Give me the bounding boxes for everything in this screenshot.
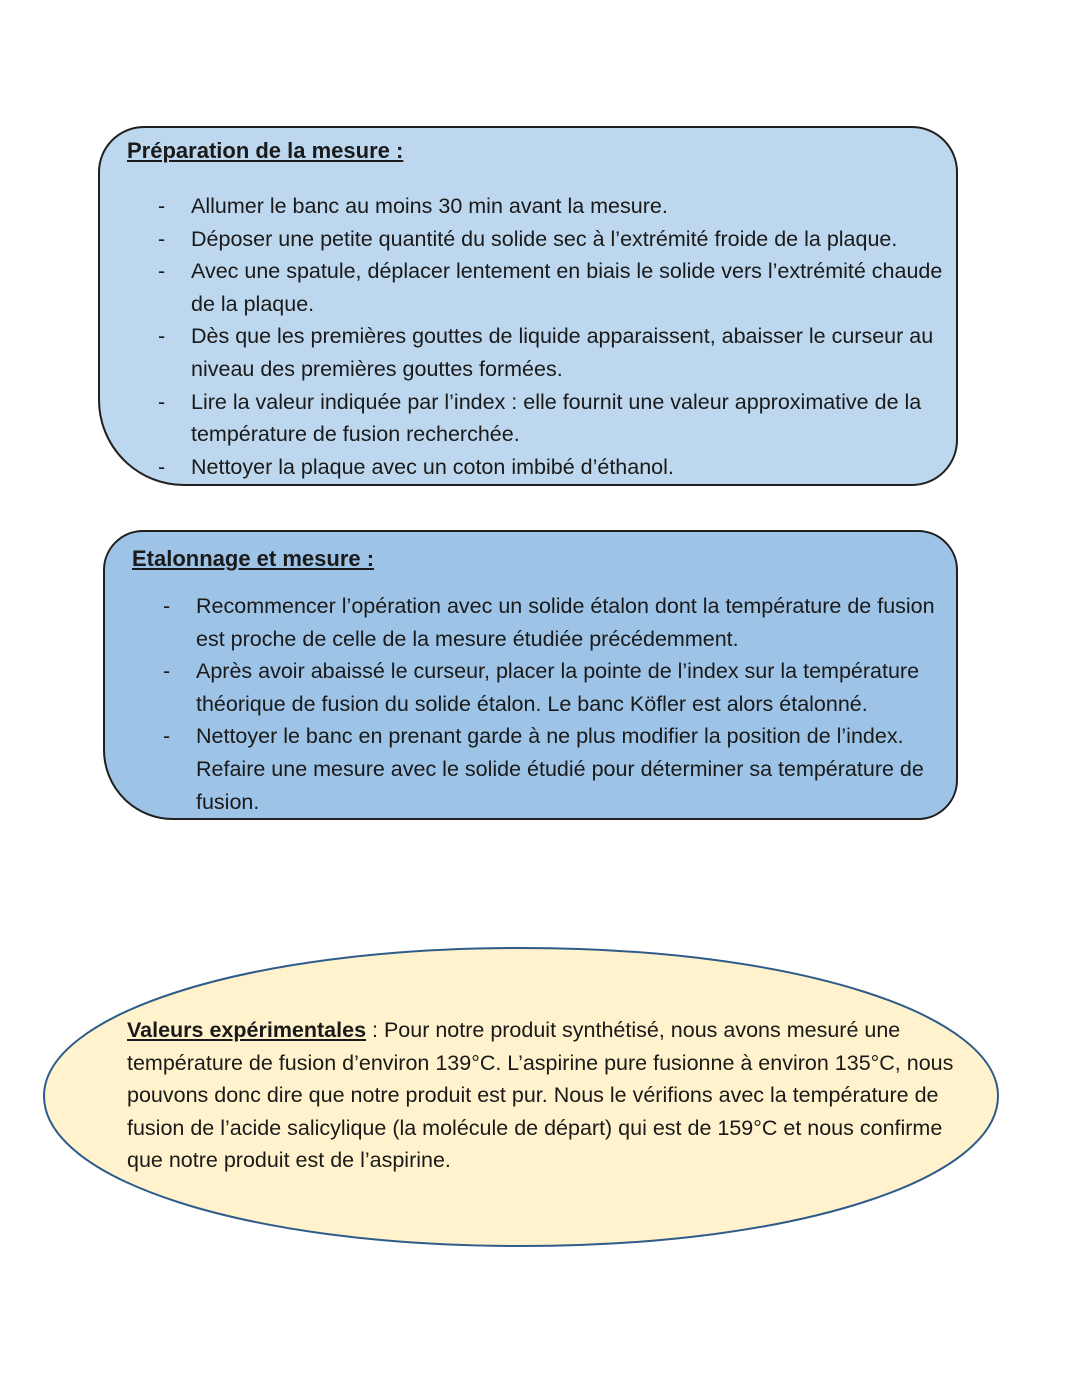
- list-item: [105, 590, 956, 655]
- etalonnage-title: Etalonnage et mesure :: [132, 546, 375, 571]
- step-text: Déposer une petite quantité du solide sec à l’extrémité froide de la plaque.: [191, 226, 898, 251]
- preparation-title: Préparation de la mesure :: [127, 138, 404, 163]
- results-paragraph: [127, 1014, 967, 1177]
- results-ellipse: [42, 946, 1000, 1248]
- list-item: [105, 655, 956, 720]
- bullet-dash: -: [158, 324, 166, 349]
- step-text: Avec une spatule, déplacer lentement en biais le solide vers l’extrémité chaude de la plaque.: [191, 259, 943, 316]
- results-label: Valeurs expérimentales: [127, 1018, 367, 1042]
- list-item: [100, 255, 956, 320]
- preparation-steps: [100, 190, 956, 483]
- etalonnage-steps: [105, 590, 956, 818]
- step-text: Recommencer l’opération avec un solide étalon dont la température de fusion est proche de celle de la mesure étudiée précédemment.: [196, 594, 935, 651]
- preparation-box: [98, 126, 958, 486]
- bullet-dash: -: [163, 724, 171, 749]
- list-item: [100, 320, 956, 385]
- bullet-dash: -: [163, 659, 171, 684]
- etalonnage-box: [103, 530, 958, 820]
- step-text: Dès que les premières gouttes de liquide apparaissent, abaisser le curseur au niveau des premières gouttes formées.: [191, 324, 934, 381]
- results-text: : Pour notre produit synthétisé, nous avons mesuré une température de fusion d’environ 139°C. L’aspirine pure fusionne à environ 135°C, nous pouvons donc dire que notre produit est pur. Nous le vérifions avec la température de fusion de l’acide salicylique (la molécule de départ) qui est de 159°C et nous confirme que notre produit est de l’aspirine.: [127, 1018, 954, 1173]
- step-text: Lire la valeur indiquée par l’index : elle fournit une valeur approximative de la température de fusion recherchée.: [191, 389, 922, 447]
- step-text: Nettoyer le banc en prenant garde à ne plus modifier la position de l’index. Refaire une mesure avec le solide étudié pour déterminer sa température de fusion.: [196, 724, 924, 814]
- list-item: [100, 386, 956, 451]
- list-item: [105, 720, 956, 818]
- list-item: [100, 451, 956, 484]
- step-text: Allumer le banc au moins 30 min avant la mesure.: [191, 194, 668, 218]
- bullet-dash: -: [158, 454, 166, 479]
- bullet-dash: -: [158, 389, 166, 414]
- bullet-dash: -: [158, 194, 166, 218]
- step-text: Après avoir abaissé le curseur, placer la pointe de l’index sur la température théorique de fusion du solide étalon. Le banc Köfler est alors étalonné.: [196, 659, 920, 716]
- list-item: [100, 190, 956, 223]
- step-text: Nettoyer la plaque avec un coton imbibé d’éthanol.: [191, 454, 674, 479]
- bullet-dash: -: [158, 226, 166, 251]
- bullet-dash: -: [158, 259, 166, 284]
- list-item: [100, 223, 956, 256]
- bullet-dash: -: [163, 594, 171, 618]
